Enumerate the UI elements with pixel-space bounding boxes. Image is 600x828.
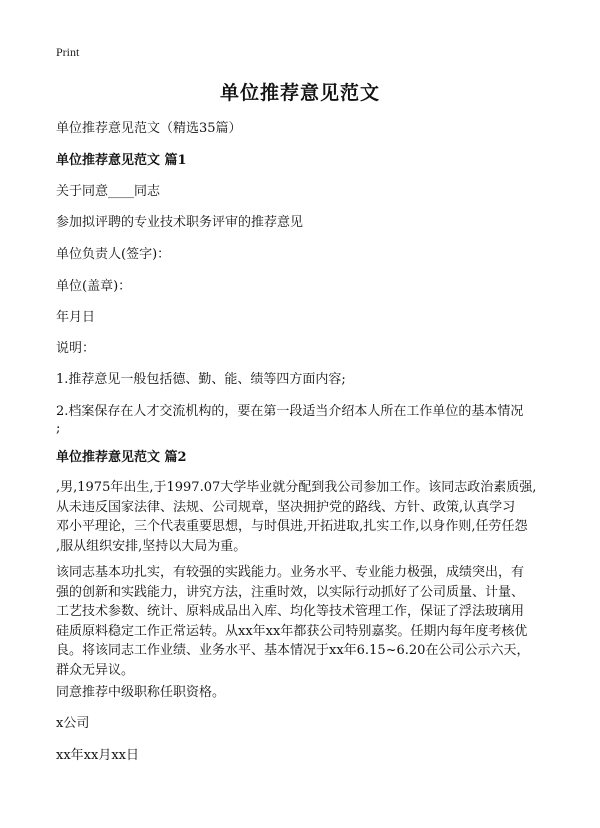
company-line: x公司 (56, 716, 90, 731)
paragraph-line: 工艺技术参数、统计、原料成品出入库、均化等技术管理工作，保证了浮法玻璃用 (56, 604, 525, 619)
paragraph-line: 该同志基本功扎实，有较强的实践能力。业务水平、专业能力极强，成绩突出，有 (56, 565, 525, 580)
paragraph-line: 邓小平理论，三个代表重要思想，与时俱进,开拓进取,扎实工作,以身作则,任劳任怨 (56, 519, 528, 534)
body-line: 单位负责人(签字)： (56, 247, 171, 262)
paragraph-line: 硅质原料稳定工作正常运转。从xx年xx年都获公司特别嘉奖。任期内每年度考核优 (56, 623, 528, 639)
body-line: 2.档案保存在人才交流机构的，要在第一段适当介绍本人所在工作单位的基本情况 (56, 404, 524, 419)
body-line: 单位(盖章)： (56, 279, 132, 294)
body-line: 说明： (56, 341, 96, 356)
body-line: ; (56, 421, 61, 436)
paragraph-line: ,服从组织安排,坚持以大局为重。 (56, 538, 247, 554)
paragraph-line: 群众无异议。 (56, 662, 135, 678)
paragraph-2 (56, 563, 548, 680)
paragraph-1 (56, 478, 548, 556)
closing-line: 同意推荐中级职称任职资格。 (56, 685, 226, 700)
body-line: 1.推荐意见一般包括德、勤、能、绩等四方面内容; (56, 372, 346, 387)
paragraph-line: 强的创新和实践能力，讲究方法，注重时效，以实际行动抓好了公司质量、计量、 (56, 584, 525, 600)
body-line: 关于同意____同志 (56, 184, 161, 199)
section-heading-1: 单位推荐意见范文 篇1 (56, 153, 187, 168)
paragraph-line: ,男,1975年出生,于1997.07大学毕业就分配到我公司参加工作。该同志政治素质强, (56, 480, 537, 495)
body-line: 年月日 (56, 310, 96, 325)
section-heading-2: 单位推荐意见范文 篇2 (56, 450, 187, 465)
page-title: 单位推荐意见范文 (219, 82, 380, 104)
paragraph-line: 从未违反国家法律、法规、公司规章，坚决拥护党的路线、方针、政策,认真学习 (56, 499, 516, 515)
date-line: xx年xx月xx日 (56, 748, 139, 763)
print-link[interactable]: Print (56, 45, 80, 59)
paragraph-line: 良。将该同志工作业绩、业务水平、基本情况于xx年6.15~6.20在公司公示六天， (56, 643, 530, 658)
subtitle: 单位推荐意见范文（精选35篇） (56, 121, 242, 136)
body-line: 参加拟评聘的专业技术职务评审的推荐意见 (56, 215, 304, 230)
